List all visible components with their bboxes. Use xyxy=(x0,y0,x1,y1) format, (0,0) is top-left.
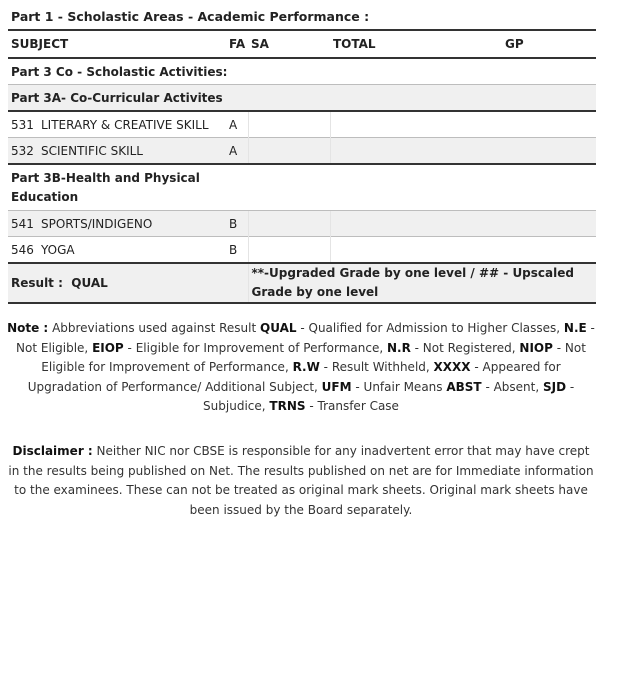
part3-section-row xyxy=(8,58,596,85)
header-fa: FA xyxy=(226,30,248,58)
subject-name: LITERARY & CREATIVE SKILL xyxy=(38,111,226,138)
results-table xyxy=(8,29,596,304)
subject-name: YOGA xyxy=(38,237,226,264)
subject-grade: B xyxy=(226,237,248,264)
table-row xyxy=(8,111,596,138)
subject-code: 546 xyxy=(8,237,38,264)
disclaimer xyxy=(6,442,596,520)
header-sa: SA xyxy=(248,30,330,58)
subject-grade: A xyxy=(226,138,248,165)
result-label: Result : xyxy=(11,275,63,290)
subject-code: 531 xyxy=(8,111,38,138)
subject-name: SPORTS/INDIGENO xyxy=(38,211,226,237)
part1-title: Part 1 - Scholastic Areas - Academic Performance : xyxy=(11,9,370,24)
disclaimer-text: Neither NIC nor CBSE is responsible for any inadvertent error that may have crept in the results being published on Net. The results published on net are for Immediate information to the examinees. These can not be treated as original mark sheets. Original mark sheets have been issued by the Board separately. xyxy=(8,444,594,517)
table-row xyxy=(8,211,596,237)
part3b-title: Part 3B-Health and Physical Education xyxy=(8,164,248,211)
header-row xyxy=(8,30,596,58)
note-intro: Abbreviations used against Result xyxy=(52,321,257,335)
subject-grade: B xyxy=(226,211,248,237)
abbreviation-note: Note : Abbreviations used against Result QUAL - Qualified for Admission to Higher Classes, N.E - Not Eligible, EIOP - Eligible for Improvement of Performance, N.R - Not Registered, NIOP - Not Eligible for Improvement of Performance, R.W - Result Withheld, XXXX - Appeared for Upgradation of Performance/ Additional Subject, UFM - Unfair Means ABST - Absent, SJD - Subjudice, TRNS - Transfer Case xyxy=(7,321,595,413)
table-row xyxy=(8,138,596,165)
disclaimer-label: Disclaimer : xyxy=(12,444,93,458)
header-subject: SUBJECT xyxy=(8,30,226,58)
note-label: Note : xyxy=(7,321,49,335)
part3b-section-row xyxy=(8,164,596,211)
subject-grade: A xyxy=(226,111,248,138)
subject-name: SCIENTIFIC SKILL xyxy=(38,138,226,165)
result-row xyxy=(8,263,596,303)
header-total: TOTAL xyxy=(330,30,502,58)
part3-title: Part 3 Co - Scholastic Activities: xyxy=(11,64,228,79)
grade-note: **-Upgraded Grade by one level / ## - Upscaled Grade by one level xyxy=(248,263,596,303)
result-cell xyxy=(8,263,248,303)
header-gp: GP xyxy=(502,30,596,58)
subject-code: 541 xyxy=(8,211,38,237)
part3a-section-row xyxy=(8,85,596,112)
subject-code: 532 xyxy=(8,138,38,165)
table-row xyxy=(8,237,596,264)
part3a-title: Part 3A- Co-Curricular Activites xyxy=(8,85,596,112)
result-value: QUAL xyxy=(71,275,108,290)
